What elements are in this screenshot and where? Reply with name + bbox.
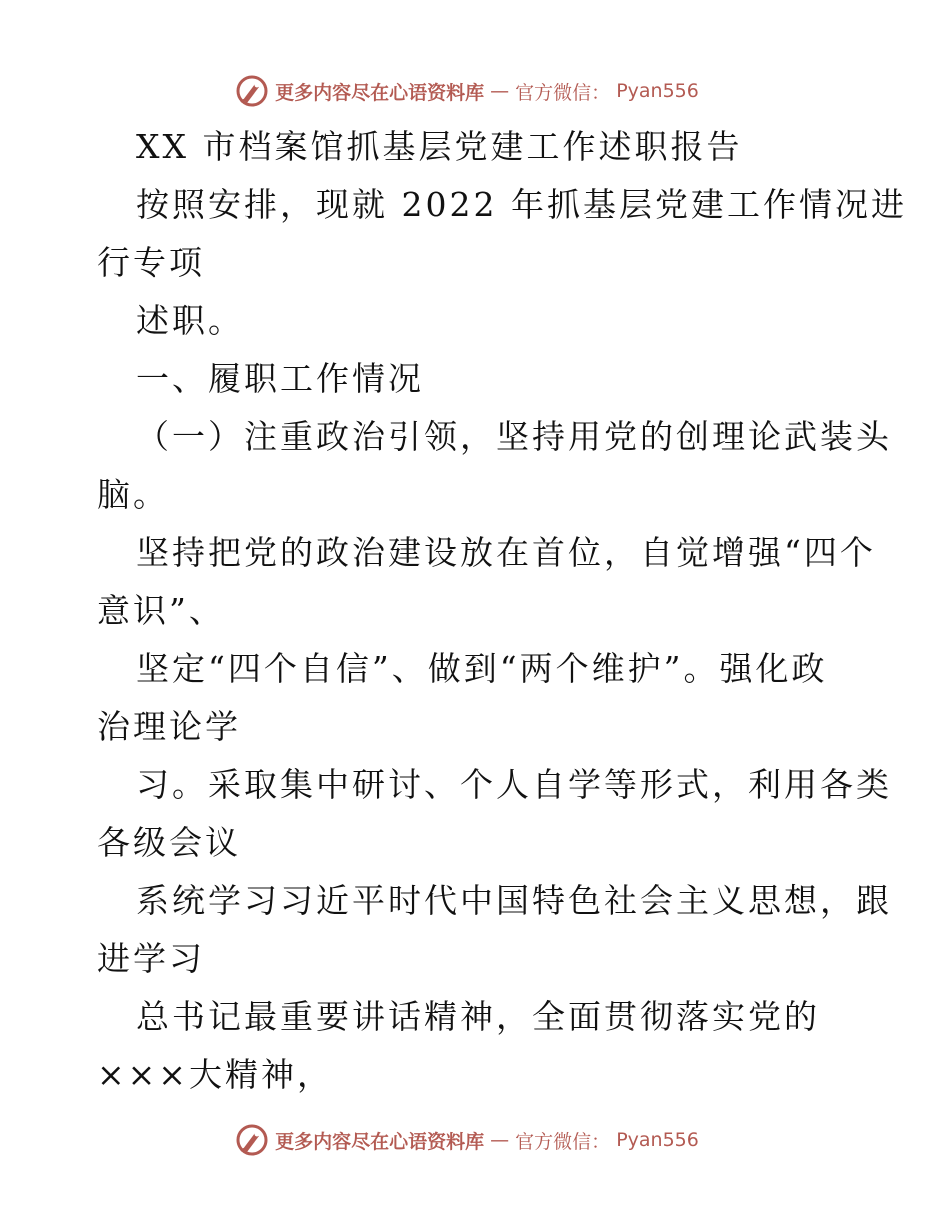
watermark-wechat-id: Pyan556 bbox=[616, 1129, 699, 1151]
paragraph-line: 坚定“四个自信”、做到“两个维护”。强化政 bbox=[136, 649, 828, 688]
paragraph-line: 意识”、 bbox=[97, 591, 225, 630]
pen-logo-icon bbox=[235, 1123, 269, 1157]
paragraph-line: 按照安排，现就 2022 年抓基层党建工作情况进 bbox=[136, 185, 907, 224]
document-title: XX 市档案馆抓基层党建工作述职报告 bbox=[136, 127, 743, 166]
paragraph-line: 坚持把党的政治建设放在首位，自觉增强“四个 bbox=[136, 533, 876, 572]
paragraph-line: 总书记最重要讲话精神，全面贯彻落实党的 bbox=[136, 997, 820, 1036]
pen-logo-icon bbox=[235, 74, 269, 108]
paragraph-line: 系统学习习近平时代中国特色社会主义思想，跟 bbox=[136, 881, 892, 920]
paragraph-line: 进学习 bbox=[97, 939, 205, 978]
paragraph-line: 述职。 bbox=[136, 301, 244, 340]
watermark-dash: — bbox=[490, 1129, 510, 1151]
paragraph-line: 脑。 bbox=[97, 475, 169, 514]
watermark-text: 更多内容尽在心语资料库 bbox=[275, 81, 485, 104]
paragraph-line: 行专项 bbox=[97, 243, 205, 282]
watermark-banner-bottom bbox=[0, 1120, 950, 1160]
watermark-banner-top bbox=[0, 71, 950, 111]
subsection-heading: （一）注重政治引领，坚持用党的创理论武装头 bbox=[136, 417, 892, 456]
paragraph-line: 各级会议 bbox=[97, 823, 241, 862]
watermark-wechat-id: Pyan556 bbox=[616, 80, 699, 102]
watermark-wechat-label: 官方微信： bbox=[515, 81, 611, 104]
paragraph-line: ×××大精神， bbox=[97, 1055, 333, 1094]
paragraph-line: 习。采取集中研讨、个人自学等形式，利用各类 bbox=[136, 765, 892, 804]
paragraph-line: 治理论学 bbox=[97, 707, 241, 746]
document-body bbox=[97, 118, 907, 1104]
watermark-dash: — bbox=[490, 80, 510, 102]
watermark-group bbox=[235, 1123, 699, 1157]
watermark-text: 更多内容尽在心语资料库 bbox=[275, 1130, 485, 1153]
section-heading: 一、履职工作情况 bbox=[136, 359, 424, 398]
watermark-wechat-label: 官方微信： bbox=[515, 1130, 611, 1153]
watermark-group bbox=[235, 74, 699, 108]
